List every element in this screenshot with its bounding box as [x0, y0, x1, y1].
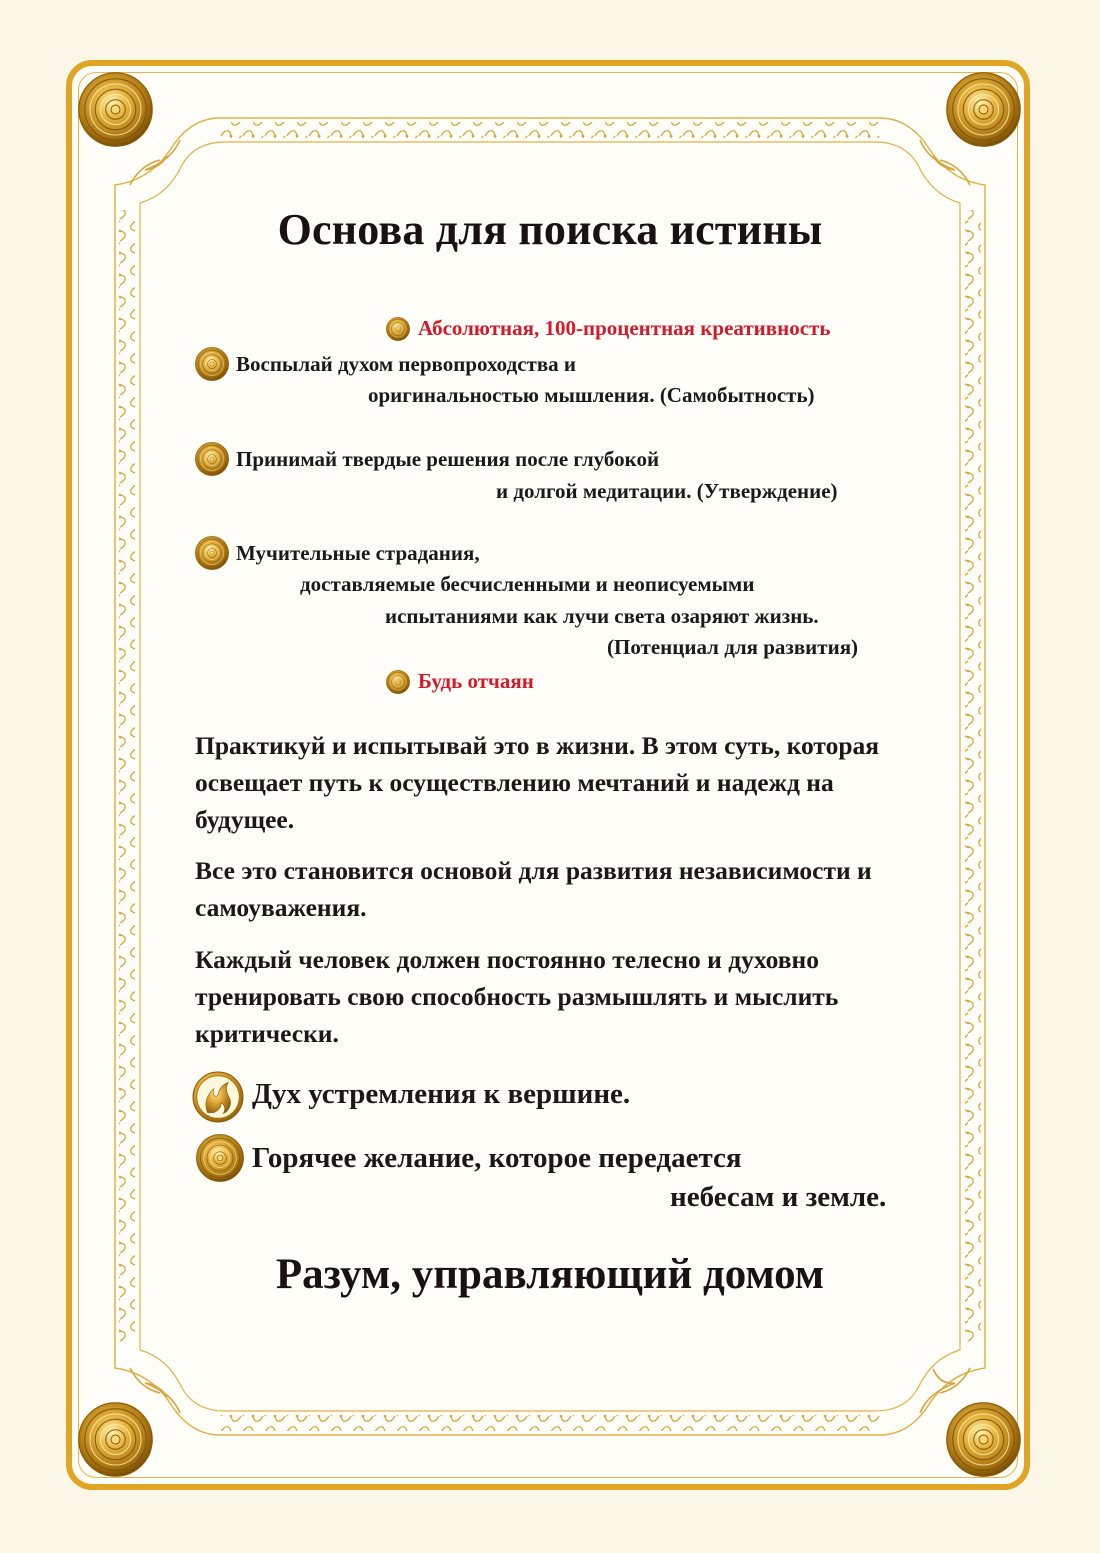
gold-disc-bullet-icon: [386, 670, 410, 694]
motto-desire-bullet-icon: [196, 1134, 244, 1182]
principle-3-cont-a: [300, 569, 754, 600]
principle-3: [236, 538, 480, 569]
page-title: Основа для поиска истины: [277, 205, 823, 254]
principle-2-bullet-icon: [195, 442, 229, 476]
footer-title: Разум, управляющий домом: [275, 1251, 825, 1298]
motto-desire-line-2: небесам и земле.: [670, 1181, 887, 1213]
principle-1-cont: [368, 380, 815, 411]
principle-3-cont-c: [607, 632, 858, 663]
principle-2-cont: [496, 476, 838, 507]
principle-3-bullet-icon: [195, 536, 229, 570]
red-heading-creativity-text: Абсолютная, 100-процентная креативность: [418, 316, 831, 340]
red-heading-creativity: [386, 316, 830, 341]
paragraph-training: Каждый человек должен постоянно телесно и духовно тренировать свою способность размышлять и мыслить критически.: [195, 945, 839, 1048]
principle-1-line-1: Воспылай духом первопроходства и: [236, 352, 577, 376]
principle-2-line-2: и долгой медитации. (Утверждение): [496, 479, 838, 503]
principle-3-line-3: испытаниями как лучи света озаряют жизнь.: [385, 604, 819, 628]
paragraph-practice: Практикуй и испытывай это в жизни. В этом суть, которая освещает путь к осуществлению мечтаний и надежд на будущее.: [195, 731, 880, 834]
principle-3-cont-b: [385, 601, 819, 632]
principle-3-line-1: Мучительные страдания,: [236, 541, 480, 565]
principle-2: [236, 444, 659, 475]
red-heading-desperate-text: Будь отчаян: [418, 669, 534, 693]
motto-peak: Дух устремления к вершине.: [252, 1078, 631, 1110]
principle-1-bullet-icon: [195, 347, 229, 381]
principle-3-line-4: (Потенциал для развития): [607, 635, 859, 659]
principle-2-line-1: Принимай твердые решения после глубокой: [236, 447, 660, 471]
principle-1-line-2: оригинальностью мышления. (Самобытность): [368, 383, 815, 407]
principle-1: [236, 349, 576, 380]
red-heading-desperate: [386, 669, 534, 694]
principle-3-line-2: доставляемые бесчисленными и неописуемыми: [300, 572, 755, 596]
gold-disc-bullet-icon: [386, 317, 410, 341]
paragraph-foundation: Все это становится основой для развития независимости и самоуважения.: [195, 856, 872, 922]
flame-emblem-icon: [192, 1071, 244, 1123]
motto-desire-line-1: Горячее желание, которое передается: [252, 1142, 742, 1174]
